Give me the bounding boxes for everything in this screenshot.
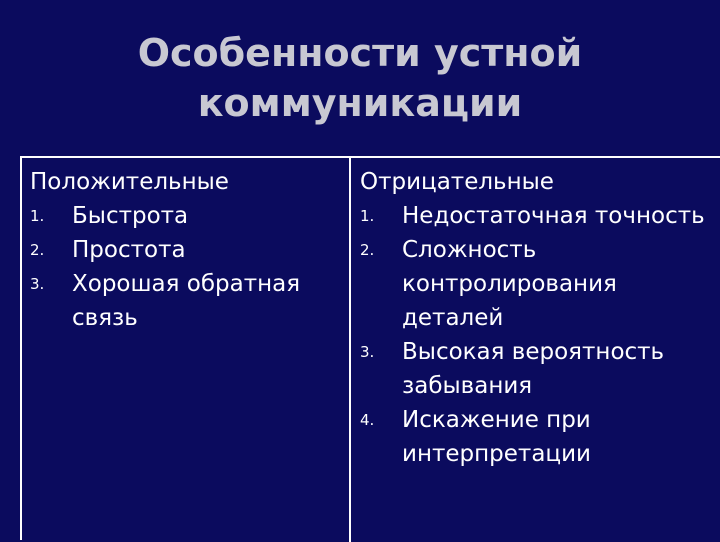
negative-list [360, 199, 715, 471]
list-item-number: 2. [30, 241, 45, 259]
list-item-text: Сложность контролирования деталей [402, 237, 617, 331]
list-item-text: Искажение при интерпретации [402, 407, 591, 467]
comparison-table [20, 156, 720, 540]
list-item-number: 2. [360, 241, 375, 259]
list-item [360, 233, 715, 335]
negative-column-header: Отрицательные [360, 169, 554, 195]
list-item [30, 267, 342, 335]
slide-title [0, 28, 720, 128]
list-item-number: 1. [360, 207, 375, 225]
list-item-text: Недостаточная точность [402, 203, 705, 229]
column-divider [349, 158, 351, 542]
list-item [360, 335, 715, 403]
list-item-text: Быстрота [72, 203, 189, 229]
positive-column [30, 165, 342, 335]
list-item-number: 1. [30, 207, 45, 225]
slide-title-line-1: Особенности устной [137, 31, 583, 75]
positive-list [30, 199, 342, 335]
slide-title-line-2: коммуникации [197, 81, 523, 125]
list-item-number: 3. [30, 275, 45, 293]
list-item-text: Простота [72, 237, 186, 263]
list-item-text: Высокая вероятность забывания [402, 339, 665, 399]
list-item-number: 3. [360, 343, 375, 361]
list-item-number: 4. [360, 411, 375, 429]
list-item [360, 403, 715, 471]
positive-column-header: Положительные [30, 169, 229, 195]
list-item [30, 233, 342, 267]
negative-column [360, 165, 715, 471]
list-item-text: Хорошая обратная связь [72, 271, 301, 331]
list-item [30, 199, 342, 233]
list-item [360, 199, 715, 233]
